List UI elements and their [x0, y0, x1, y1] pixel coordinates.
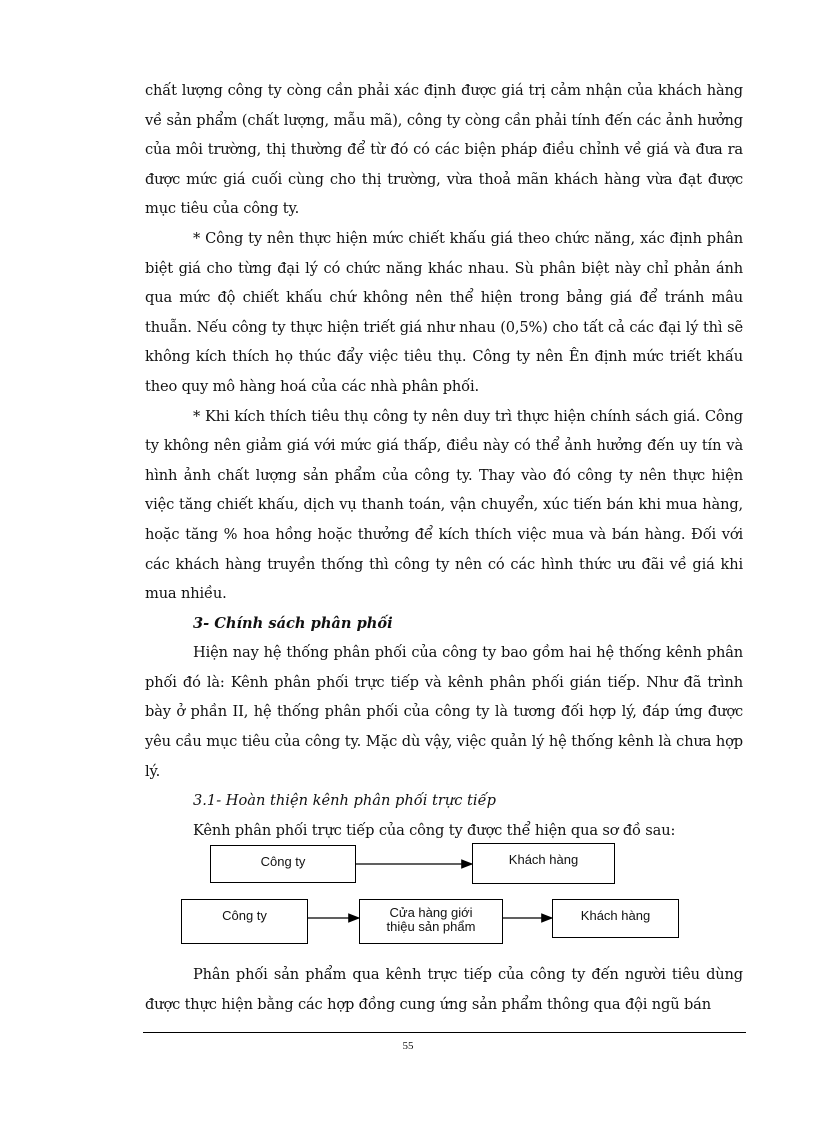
- box-showroom: [359, 899, 503, 944]
- box-company-row1: [210, 845, 356, 883]
- paragraph-stimulate-consumption: * Khi kích thích tiêu thụ công ty nên duy trì thực hiện chính sách giá. Công ty không nên giảm giá với mức giá thấp, điều này có thể ảnh hưởng đến uy tín và hình ảnh chất lượng sản phẩm của công ty. Thay vào đó công ty nên thực hiện việc tăng chiết khấu, dịch vụ thanh toán, vận chuyển, xúc tiến bán khi mua hàng, hoặc tăng % hoa hồng hoặc thưởng để kích thích việc mua và bán hàng. Đối với các khách hàng truyền thống thì công ty nên có các hình thức ưu đãi về giá khi mua nhiều.: [145, 407, 743, 603]
- box-company-row2-label: Công ty: [222, 908, 267, 923]
- paragraph-price-perceived-value: chất lượng công ty còng cần phải xác định được giá trị cảm nhận của khách hàng về sản phẩm (chất lượng, mẫu mã), công ty còng cần phải tính đến các ảnh hưởng của môi trường, thị thường để từ đó có các biện pháp điều chỉnh về giá và đưa ra được mức giá cuối cùng cho thị trường, vừa thoả mãn khách hàng vừa đạt được mục tiêu của công ty.: [145, 82, 743, 218]
- box-showroom-label-line2: thiệu sản phẩm: [386, 919, 476, 934]
- section-heading-distribution-policy: 3- Chính sách phân phối: [193, 614, 393, 632]
- box-customer-row2: [552, 899, 679, 938]
- footer-divider: [143, 1032, 746, 1033]
- box-company-row2: [181, 899, 308, 944]
- body-text: [145, 76, 743, 845]
- body-text-after-diagram: [145, 960, 743, 1019]
- paragraph-diagram-intro: Kênh phân phối trực tiếp của công ty được thể hiện qua sơ đồ sau:: [193, 821, 676, 839]
- box-customer-row2-label: Khách hàng: [580, 908, 651, 923]
- paragraph-discount-by-function: * Công ty nên thực hiện mức chiết khấu giá theo chức năng, xác định phân biệt giá cho từng đại lý có chức năng khác nhau. Sù phân biệt này chỉ phản ánh qua mức độ chiết khấu chứ không nên thể hiện trong bảng giá để tránh mâu thuẫn. Nếu công ty thực hiện triết giá như nhau (0,5%) cho tất cả các đại lý thì sẽ không kích thích họ thúc đẩy việc tiêu thụ. Công ty nên Ên định mức triết khấu theo quy mô hàng hoá của các nhà phân phối.: [145, 229, 743, 395]
- box-company-row1-label: Công ty: [260, 854, 306, 869]
- box-showroom-label-line1: Cửa hàng giới: [389, 905, 473, 920]
- subsection-heading-direct-channel: 3.1- Hoàn thiện kênh phân phối trực tiếp: [193, 792, 496, 810]
- paragraph-direct-distribution-contracts: Phân phối sản phẩm qua kênh trực tiếp của công ty đến người tiêu dùng được thực hiện bằng các hợp đồng cung ứng sản phẩm thông qua đội ngũ bán: [145, 966, 743, 1013]
- paragraph-distribution-system: Hiện nay hệ thống phân phối của công ty bao gồm hai hệ thống kênh phân phối đó là: Kênh phân phối trực tiếp và kênh phân phối gián tiếp. Như đã trình bày ở phần II, hệ thống phân phối của công ty là tương đối hợp lý, đáp ứng được yêu cầu mục tiêu của công ty. Mặc dù vậy, việc quản lý hệ thống kênh là chưa hợp lý.: [145, 644, 743, 780]
- box-customer-row1: [472, 843, 615, 884]
- box-customer-row1-label: Khách hàng: [508, 852, 579, 867]
- page-number: 55: [402, 1040, 414, 1052]
